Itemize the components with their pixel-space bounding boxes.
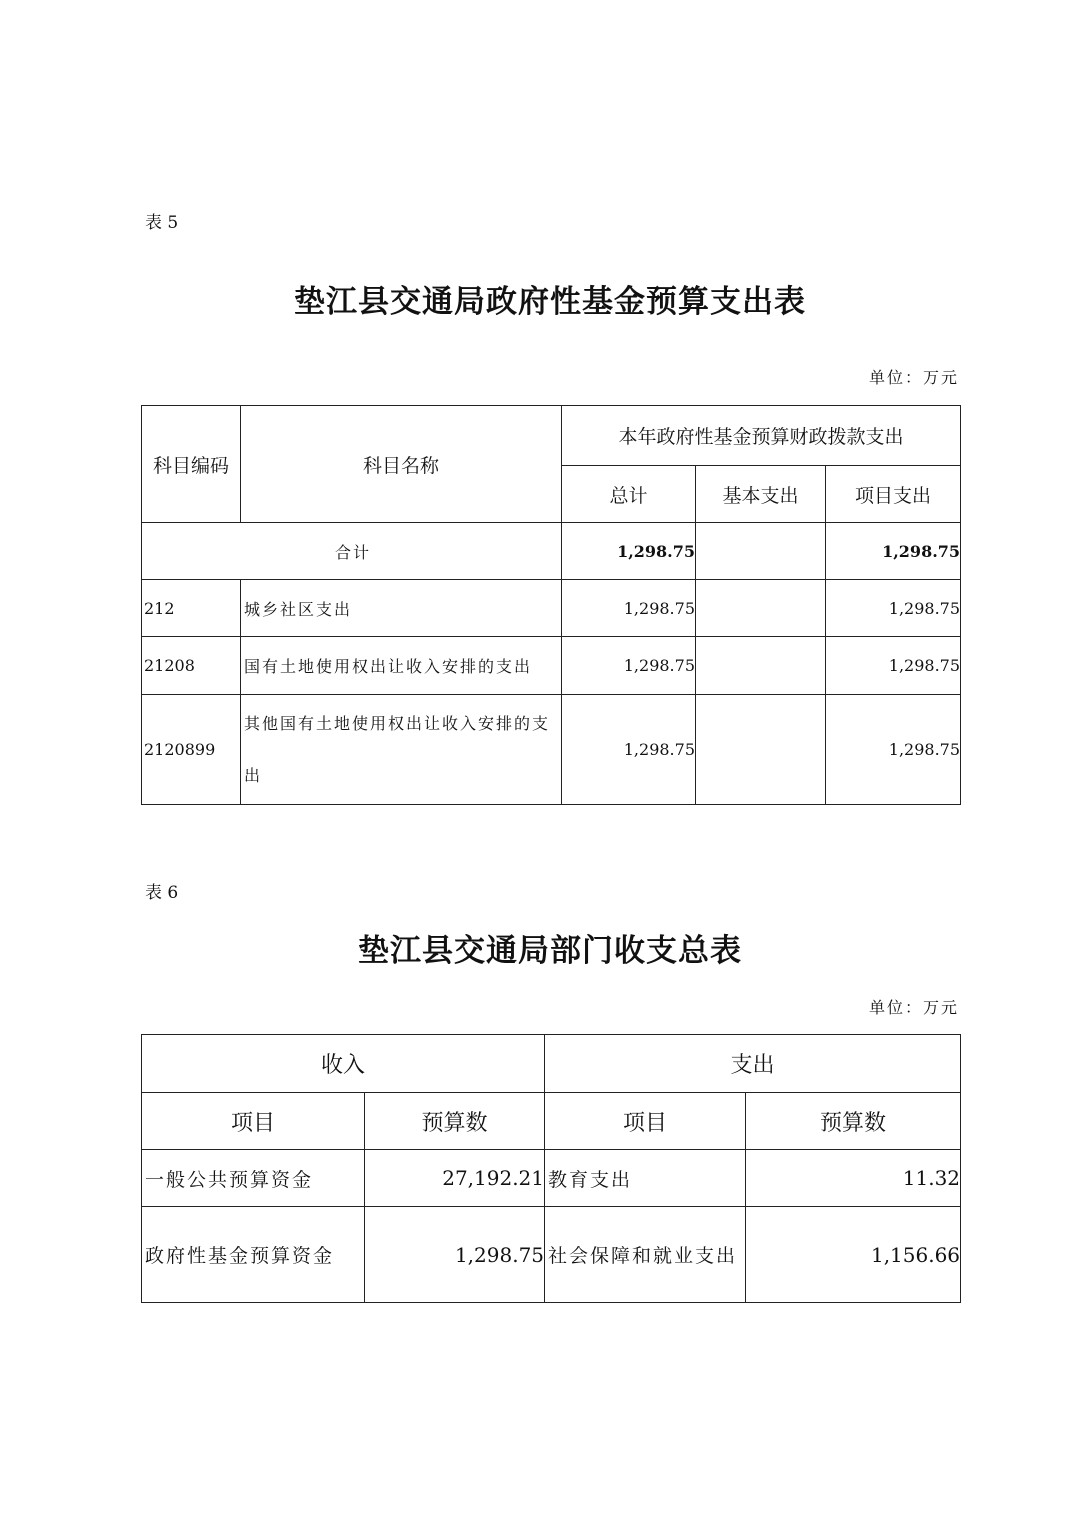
expense-amount: 11.32	[746, 1150, 961, 1207]
row-project: 1,298.75	[826, 695, 961, 805]
table-row	[142, 1207, 961, 1303]
income-amount: 27,192.21	[365, 1150, 545, 1207]
table-row	[142, 1150, 961, 1207]
header-expense-budget: 预算数	[746, 1093, 961, 1150]
expense-amount: 1,156.66	[746, 1207, 961, 1303]
table6-unit: 单位：万元	[868, 998, 959, 1017]
income-amount: 1,298.75	[365, 1207, 545, 1303]
total-amount: 1,298.75	[562, 523, 696, 580]
header-name: 科目名称	[241, 406, 562, 523]
row-name: 国有土地使用权出让收入安排的支出	[241, 637, 562, 695]
income-item: 一般公共预算资金	[142, 1150, 365, 1207]
row-basic	[696, 580, 826, 637]
header-code: 科目编码	[142, 406, 241, 523]
row-total: 1,298.75	[562, 637, 696, 695]
row-total: 1,298.75	[562, 695, 696, 805]
table5-title: 垫江县交通局政府性基金预算支出表	[294, 284, 806, 320]
header-income-item: 项目	[142, 1093, 365, 1150]
table6-tag: 表 6	[145, 883, 179, 903]
row-project: 1,298.75	[826, 637, 961, 695]
row-basic	[696, 637, 826, 695]
table5-unit: 单位：万元	[868, 368, 959, 387]
row-name: 其他国有土地使用权出让收入安排的支出	[241, 695, 562, 805]
row-total: 1,298.75	[562, 580, 696, 637]
expense-item: 教育支出	[545, 1150, 746, 1207]
header-basic: 基本支出	[696, 466, 826, 523]
income-item: 政府性基金预算资金	[142, 1207, 365, 1303]
row-code: 2120899	[142, 695, 241, 805]
row-name: 城乡社区支出	[241, 580, 562, 637]
table-row	[142, 637, 961, 695]
table6-title: 垫江县交通局部门收支总表	[358, 933, 742, 969]
total-basic	[696, 523, 826, 580]
total-project: 1,298.75	[826, 523, 961, 580]
row-project: 1,298.75	[826, 580, 961, 637]
header-project: 项目支出	[826, 466, 961, 523]
header-income-budget: 预算数	[365, 1093, 545, 1150]
row-code: 212	[142, 580, 241, 637]
expense-item: 社会保障和就业支出	[545, 1207, 746, 1303]
row-code: 21208	[142, 637, 241, 695]
header-total: 总计	[562, 466, 696, 523]
total-label: 合计	[142, 523, 562, 580]
row-basic	[696, 695, 826, 805]
table-row	[142, 695, 961, 805]
table-row	[142, 580, 961, 637]
header-group: 本年政府性基金预算财政拨款支出	[562, 406, 961, 466]
header-expense-item: 项目	[545, 1093, 746, 1150]
table5	[141, 405, 961, 805]
total-row	[142, 523, 961, 580]
header-income: 收入	[142, 1035, 545, 1093]
table5-tag: 表 5	[145, 213, 179, 233]
table6	[141, 1034, 961, 1303]
header-expense: 支出	[545, 1035, 961, 1093]
